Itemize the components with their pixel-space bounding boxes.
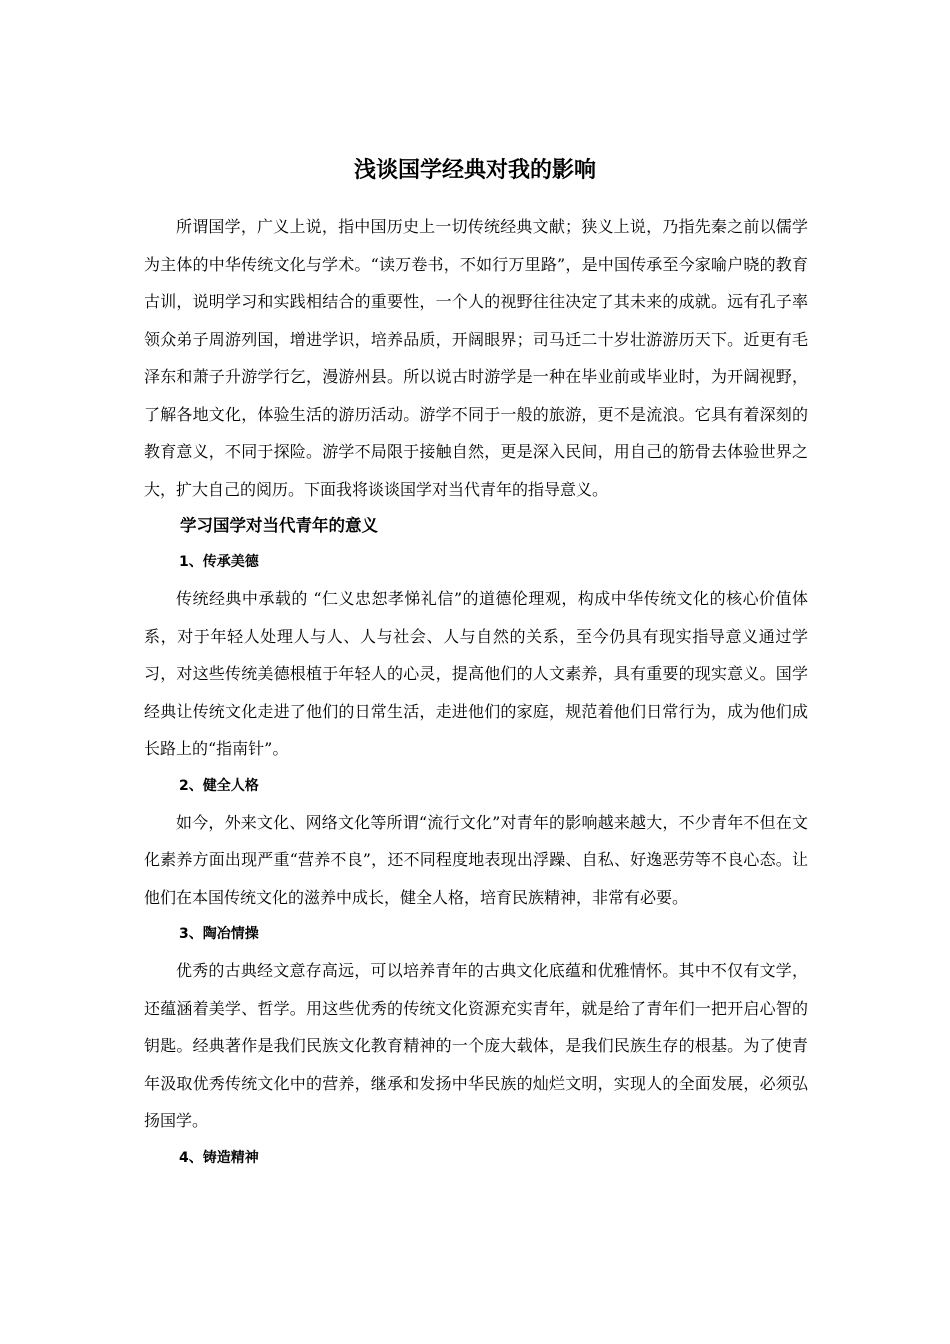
subheading-cultivate-sentiment: 3、陶冶情操 bbox=[179, 926, 259, 942]
section-heading: 学习国学对当代青年的意义 bbox=[180, 516, 378, 535]
document-body bbox=[144, 208, 808, 1176]
subheading-inherit-virtues: 1、传承美德 bbox=[179, 554, 259, 570]
paragraph-sound-personality: 如今，外来文化、网络文化等所谓“流行文化”对青年的影响越来越大，不少青年不但在文化素养方面出现严重“营养不良”，还不同程度地表现出浮躁、自私、好逸恶劳等不良心态。让他们在本国传统文化的滋养中成长，健全人格，培育民族精神，非常有必要。 bbox=[144, 812, 808, 907]
paragraph-cultivate-sentiment: 优秀的古典经文意存高远，可以培养青年的古典文化底蕴和优雅情怀。其中不仅有文学，还蕴涵着美学、哲学。用这些优秀的传统文化资源充实青年，就是给了青年们一把开启心智的钥匙。经典著作是我们民族文化教育精神的一个庞大载体，是我们民族生存的根基。为了使青年汲取优秀传统文化中的营养，继承和发扬中华民族的灿烂文明，实现人的全面发展，必须弘扬国学。 bbox=[144, 961, 808, 1130]
subheading-forge-spirit: 4、铸造精神 bbox=[179, 1149, 259, 1166]
subheading-sound-personality: 2、健全人格 bbox=[179, 777, 259, 794]
document-title: 浅谈国学经典对我的影响 bbox=[353, 158, 596, 183]
intro-paragraph: 所谓国学，广义上说，指中国历史上一切传统经典文献；狭义上说，乃指先秦之前以儒学为主体的中华传统文化与学术。“读万卷书，不如行万里路”，是中国传承至今家喻户晓的教育古训，说明学习和实践相结合的重要性，一个人的视野往往决定了其未来的成就。远有孔子率领众弟子周游列国，增进学识，培养品质，开阔眼界；司马迁二十岁壮游游历天下。近更有毛泽东和萧子升游学行乞，漫游州县。所以说古时游学是一种在毕业前或毕业时，为开阔视野，了解各地文化，体验生活的游历活动。游学不同于一般的旅游，更不是流浪。它具有着深刻的教育意义，不同于探险。游学不局限于接触自然，更是深入民间，用自己的筋骨去体验世界之大，扩大自己的阅历。下面我将谈谈国学对当代青年的指导意义。 bbox=[144, 217, 808, 499]
paragraph-inherit-virtues: 传统经典中承载的 “仁义忠恕孝悌礼信”的道德伦理观，构成中华传统文化的核心价值体系，对于年轻人处理人与人、人与社会、人与自然的关系，至今仍具有现实指导意义通过学习，对这些传统美德根植于年轻人的心灵，提高他们的人文素养，具有重要的现实意义。国学经典让传统文化走进了他们的日常生活，走进他们的家庭，规范着他们日常行为，成为他们成长路上的“指南针”。 bbox=[144, 589, 808, 758]
